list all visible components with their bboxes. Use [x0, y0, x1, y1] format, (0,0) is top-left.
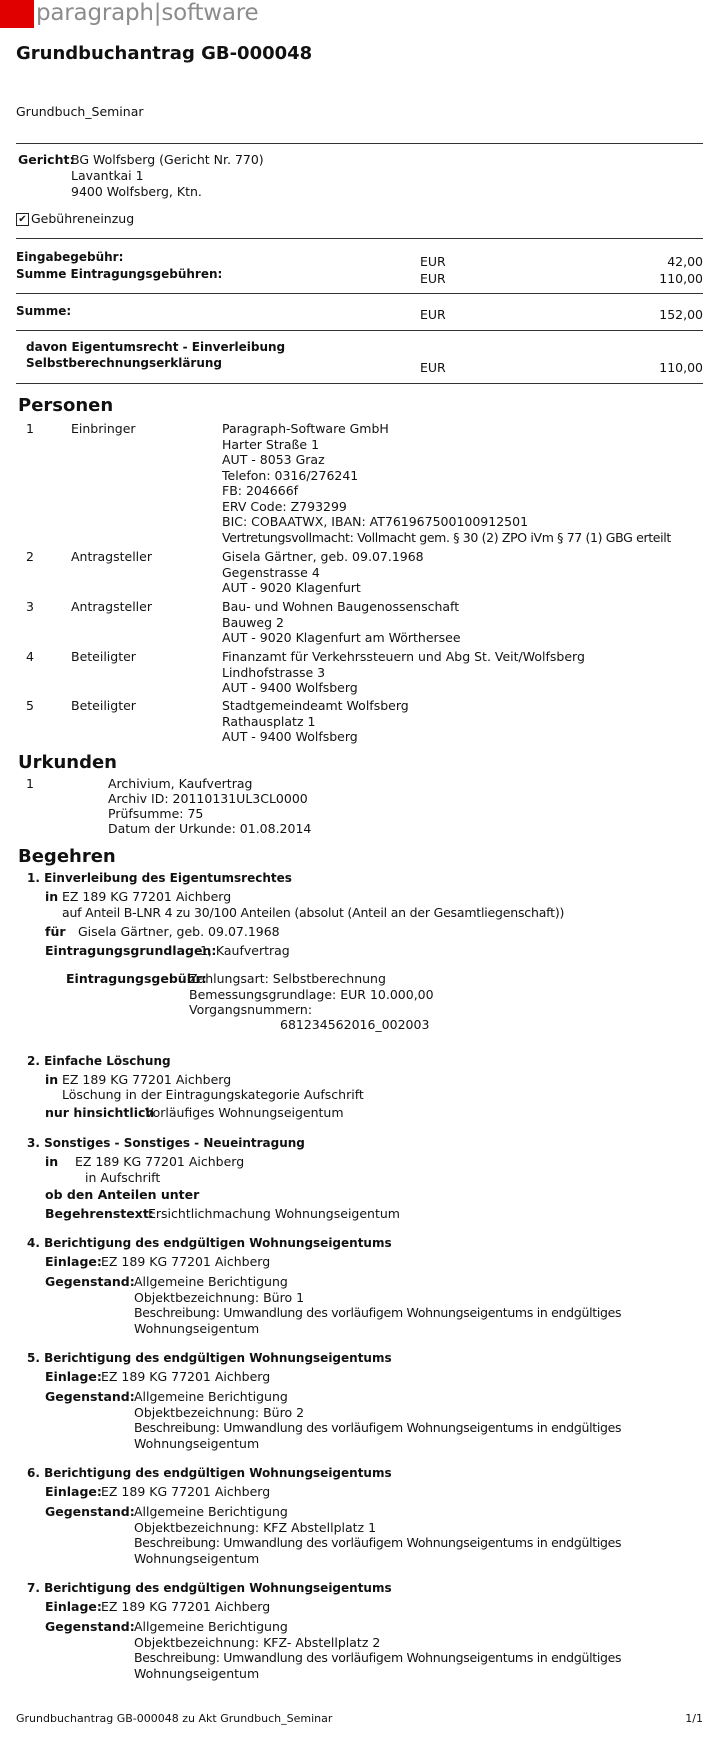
begehren-title: 1. Einverleibung des Eigentumsrechtes	[27, 871, 292, 885]
nur-hinsichtlich-label: nur hinsichtlich	[45, 1105, 155, 1120]
begehren-title: 5. Berichtigung des endgültigen Wohnungseigentums	[27, 1351, 392, 1365]
logo-mark	[0, 0, 34, 28]
person-line: Harter Straße 1	[222, 437, 320, 452]
person-rolle: Beteiligter	[71, 649, 136, 664]
gegenstand-line: Allgemeine Berichtigung	[134, 1619, 288, 1634]
einlage-label: Einlage:	[45, 1599, 102, 1614]
gegenstand-line: Allgemeine Berichtigung	[134, 1274, 288, 1289]
vorgangsnummer: 681234562016_002003	[280, 1017, 430, 1032]
begehrenstext-label: Begehrenstext:	[45, 1206, 154, 1221]
page-number: 1/1	[685, 1712, 703, 1725]
urkunde-line: Archiv ID: 20110131UL3CL0000	[108, 791, 308, 806]
gegenstand-line: Beschreibung: Umwandlung des vorläufigem Wohnungseigentums in endgültiges	[134, 1420, 622, 1435]
person-line: ERV Code: Z793299	[222, 499, 347, 514]
person-line: Bauweg 2	[222, 615, 284, 630]
person-rolle: Antragsteller	[71, 549, 152, 564]
gegenstand-line: Wohnungseigentum	[134, 1551, 260, 1566]
person-line: AUT - 9020 Klagenfurt	[222, 580, 361, 595]
einlage-label: Einlage:	[45, 1254, 102, 1269]
personen-heading: Personen	[18, 395, 114, 416]
gericht-line: BG Wolfsberg (Gericht Nr. 770)	[71, 152, 264, 167]
divider	[16, 383, 703, 384]
davon-line: davon Eigentumsrecht - Einverleibung	[26, 340, 286, 354]
einlage-value: EZ 189 KG 77201 Aichberg	[101, 1599, 271, 1614]
urkunden-heading: Urkunden	[18, 752, 117, 773]
logo: paragraph|software	[36, 0, 259, 26]
page-footer: Grundbuchantrag GB-000048 zu Akt Grundbuch_Seminar	[16, 1712, 333, 1725]
person-line: BIC: COBAATWX, IBAN: AT761967500100912501	[222, 514, 529, 529]
gegenstand-line: Wohnungseigentum	[134, 1436, 260, 1451]
begehren-title: 4. Berichtigung des endgültigen Wohnungseigentums	[27, 1236, 392, 1250]
divider	[16, 330, 703, 331]
gegenstand-line: Allgemeine Berichtigung	[134, 1504, 288, 1519]
person-line: FB: 204666f	[222, 483, 299, 498]
fuer-value: Gisela Gärtner, geb. 09.07.1968	[78, 924, 280, 939]
ob-den-anteilen-label: ob den Anteilen unter	[45, 1187, 200, 1202]
eingabe-currency: EUR	[420, 254, 446, 269]
person-line: Finanzamt für Verkehrssteuern und Abg St. Veit/Wolfsberg	[222, 649, 585, 664]
gebuehr-line: Vorgangsnummern:	[189, 1002, 313, 1017]
einlage-label: Einlage:	[45, 1369, 102, 1384]
gegenstand-line: Wohnungseigentum	[134, 1321, 260, 1336]
in-label: in	[45, 889, 59, 904]
urkunde-line: Datum der Urkunde: 01.08.2014	[108, 821, 312, 836]
eingabe-amount: 42,00	[667, 254, 703, 269]
gebuehr-line: Zahlungsart: Selbstberechnung	[189, 971, 386, 986]
person-line: AUT - 9400 Wolfsberg	[222, 729, 358, 744]
gegenstand-line: Beschreibung: Umwandlung des vorläufigem Wohnungseigentums in endgültiges	[134, 1305, 622, 1320]
davon-amount: 110,00	[659, 360, 703, 375]
divider	[16, 143, 703, 144]
person-line: Telefon: 0316/276241	[222, 468, 359, 483]
anteil-text: auf Anteil B-LNR 4 zu 30/100 Anteilen (absolut (Anteil an der Gesamtliegenschaft))	[62, 905, 565, 920]
person-line: AUT - 9020 Klagenfurt am Wörthersee	[222, 630, 461, 645]
gegenstand-label: Gegenstand:	[45, 1619, 135, 1634]
gebuehreneinzug-checkbox[interactable]: ✔	[16, 213, 29, 226]
gericht-label: Gericht:	[18, 152, 75, 167]
gegenstand-label: Gegenstand:	[45, 1389, 135, 1404]
person-line: Rathausplatz 1	[222, 714, 316, 729]
urkunde-nr: 1	[26, 776, 34, 791]
person-line: Gisela Gärtner, geb. 09.07.1968	[222, 549, 424, 564]
einlage-value: EZ 189 KG 77201 Aichberg	[101, 1369, 271, 1384]
summe-currency: EUR	[420, 307, 446, 322]
person-nr: 4	[26, 649, 34, 664]
nur-hinsichtlich-value: Vorläufiges Wohnungseigentum	[145, 1105, 344, 1120]
divider	[16, 293, 703, 294]
person-line: Stadtgemeindeamt Wolfsberg	[222, 698, 409, 713]
person-line: Bau- und Wohnen Baugenossenschaft	[222, 599, 460, 614]
urkunde-line: Prüfsumme: 75	[108, 806, 204, 821]
begehren-line: Löschung in der Eintragungskategorie Aufschrift	[62, 1087, 364, 1102]
gegenstand-line: Beschreibung: Umwandlung des vorläufigem Wohnungseigentums in endgültiges	[134, 1535, 622, 1550]
person-line: Paragraph-Software GmbH	[222, 421, 389, 436]
person-nr: 2	[26, 549, 34, 564]
eintragungsgrundlagen-value: 1, Kaufvertrag	[200, 943, 290, 958]
eintragung-label: Summe Eintragungsgebühren:	[16, 267, 223, 281]
summe-amount: 152,00	[659, 307, 703, 322]
eintragung-currency: EUR	[420, 271, 446, 286]
person-rolle: Einbringer	[71, 421, 136, 436]
eintragungsgebuehr-label: Eintragungsgebühr:	[66, 971, 207, 986]
gebuehreneinzug-label: Gebühreneinzug	[31, 211, 135, 226]
divider	[16, 238, 703, 239]
eintragungsgrundlagen-label: Eintragungsgrundlagen:	[45, 943, 217, 958]
gegenstand-label: Gegenstand:	[45, 1274, 135, 1289]
in-label: in	[45, 1154, 59, 1169]
gegenstand-line: Objektbezeichnung: KFZ- Abstellplatz 2	[134, 1635, 381, 1650]
person-line: Gegenstrasse 4	[222, 565, 320, 580]
in-value: EZ 189 KG 77201 Aichberg	[62, 1072, 232, 1087]
einlage-label: Einlage:	[45, 1484, 102, 1499]
begehren-title: 3. Sonstiges - Sonstiges - Neueintragung	[27, 1136, 305, 1150]
page-title: Grundbuchantrag GB-000048	[16, 43, 313, 64]
person-rolle: Beteiligter	[71, 698, 136, 713]
fuer-label: für	[45, 924, 66, 939]
gebuehr-line: Bemessungsgrundlage: EUR 10.000,00	[189, 987, 434, 1002]
person-nr: 1	[26, 421, 34, 436]
person-line: AUT - 9400 Wolfsberg	[222, 680, 358, 695]
person-nr: 5	[26, 698, 34, 713]
begehren-title: 6. Berichtigung des endgültigen Wohnungseigentums	[27, 1466, 392, 1480]
davon-currency: EUR	[420, 360, 446, 375]
gegenstand-line: Beschreibung: Umwandlung des vorläufigem Wohnungseigentums in endgültiges	[134, 1650, 622, 1665]
person-line: AUT - 8053 Graz	[222, 452, 325, 467]
in-value: EZ 189 KG 77201 Aichberg	[75, 1154, 245, 1169]
gegenstand-line: Wohnungseigentum	[134, 1666, 260, 1681]
begehren-title: 7. Berichtigung des endgültigen Wohnungseigentums	[27, 1581, 392, 1595]
person-rolle: Antragsteller	[71, 599, 152, 614]
einlage-value: EZ 189 KG 77201 Aichberg	[101, 1484, 271, 1499]
person-line: Vertretungsvollmacht: Vollmacht gem. § 30 (2) ZPO iVm § 77 (1) GBG erteilt	[222, 530, 671, 545]
akt-name: Grundbuch_Seminar	[16, 104, 144, 119]
begehren-line: in Aufschrift	[85, 1170, 161, 1185]
begehren-title: 2. Einfache Löschung	[27, 1054, 171, 1068]
begehrenstext-value: Ersichtlichmachung Wohnungseigentum	[148, 1206, 400, 1221]
summe-label: Summe:	[16, 304, 72, 318]
gericht-line: 9400 Wolfsberg, Ktn.	[71, 184, 202, 199]
person-line: Lindhofstrasse 3	[222, 665, 326, 680]
person-nr: 3	[26, 599, 34, 614]
gegenstand-line: Objektbezeichnung: Büro 1	[134, 1290, 305, 1305]
in-label: in	[45, 1072, 59, 1087]
davon-line: Selbstberechnungserklärung	[26, 356, 223, 370]
gegenstand-label: Gegenstand:	[45, 1504, 135, 1519]
eintragung-amount: 110,00	[659, 271, 703, 286]
gegenstand-line: Objektbezeichnung: KFZ Abstellplatz 1	[134, 1520, 377, 1535]
in-value: EZ 189 KG 77201 Aichberg	[62, 889, 232, 904]
gegenstand-line: Allgemeine Berichtigung	[134, 1389, 288, 1404]
gericht-line: Lavantkai 1	[71, 168, 144, 183]
urkunde-line: Archivium, Kaufvertrag	[108, 776, 253, 791]
einlage-value: EZ 189 KG 77201 Aichberg	[101, 1254, 271, 1269]
gegenstand-line: Objektbezeichnung: Büro 2	[134, 1405, 305, 1420]
begehren-heading: Begehren	[18, 846, 116, 867]
eingabe-label: Eingabegebühr:	[16, 250, 124, 264]
